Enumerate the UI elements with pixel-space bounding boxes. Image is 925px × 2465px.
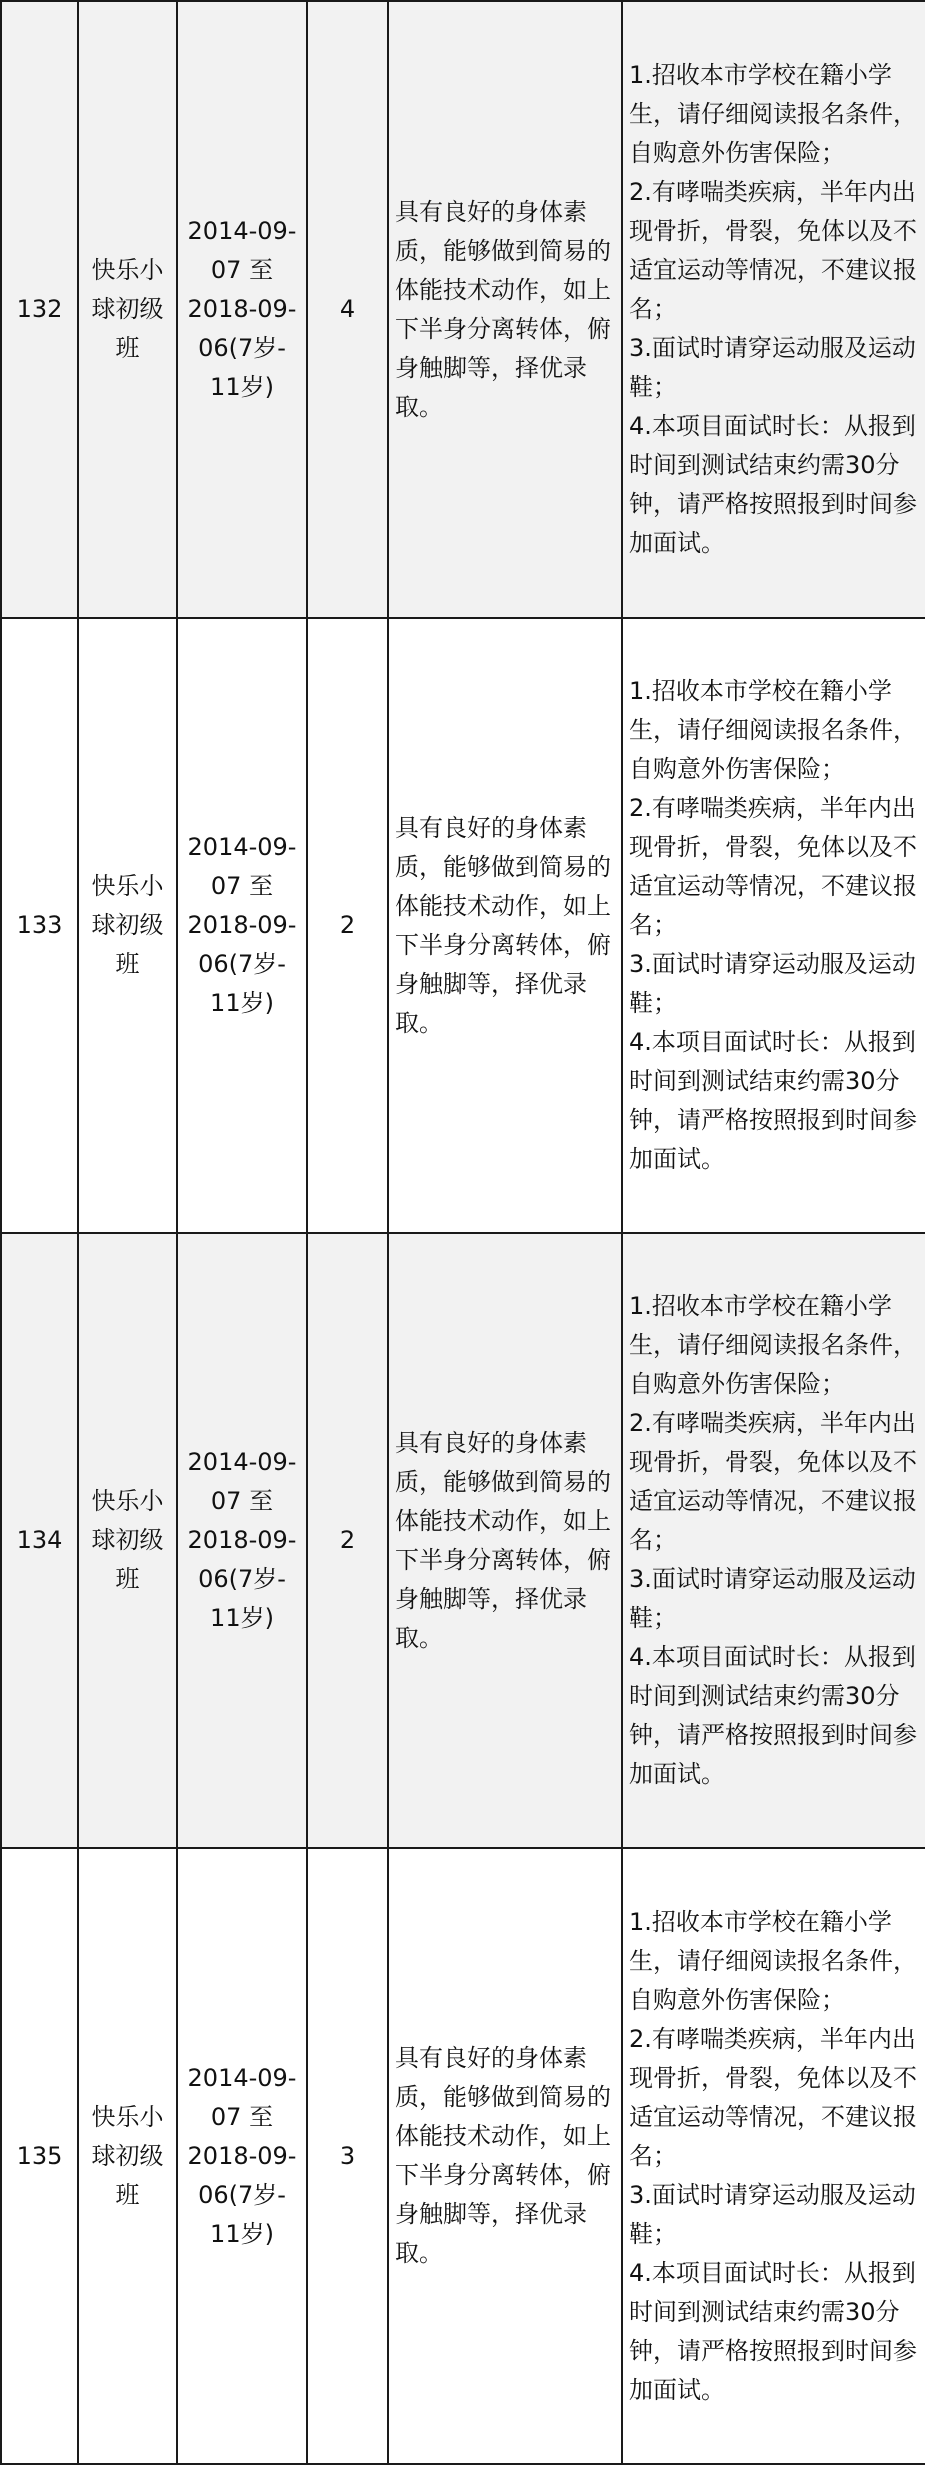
date-line: 07 至	[210, 2102, 274, 2131]
birth-date-range-cell	[177, 618, 307, 1233]
date-line: 2014-09-	[187, 1448, 297, 1476]
date-line: 2018-09-	[187, 1526, 297, 1554]
quota-cell: 3	[307, 1848, 388, 2464]
quota-cell: 2	[307, 1233, 388, 1848]
class-number-cell: 133	[1, 618, 78, 1233]
requirement-cell: 具有良好的身体素质，能够做到简易的体能技术动作，如上下半身分离转体，俯身触脚等，择优录取。	[388, 618, 622, 1233]
date-line: 06(7岁-	[198, 2180, 286, 2209]
notes-cell: 1.招收本市学校在籍小学生，请仔细阅读报名条件，自购意外伤害保险； 2.有哮喘类疾病，半年内出现骨折，骨裂，免体以及不适宜运动等情况，不建议报名； 3.面试时请穿运动服及运动鞋； 4.本项目面试时长：从报到时间到测试结束约需30分钟，请严格按照报到时间参加面试。	[622, 1848, 925, 2464]
date-line: 07 至	[210, 1487, 274, 1515]
requirement-cell: 具有良好的身体素质，能够做到简易的体能技术动作，如上下半身分离转体，俯身触脚等，择优录取。	[388, 1848, 622, 2464]
birth-date-range-cell	[177, 1233, 307, 1848]
class-number-cell: 132	[1, 1, 78, 618]
class-name-cell: 快乐小球初级班	[78, 618, 177, 1233]
date-line: 2018-09-	[187, 911, 297, 939]
date-line: 2018-09-	[187, 2141, 297, 2170]
date-line: 2014-09-	[187, 2063, 297, 2092]
date-line: 07 至	[210, 872, 274, 900]
quota-cell: 2	[307, 618, 388, 1233]
table-row	[1, 1848, 925, 2464]
date-line: 06(7岁-	[198, 950, 286, 978]
class-number-cell: 135	[1, 1848, 78, 2464]
date-line: 11岁)	[210, 2219, 274, 2248]
notes-cell: 1.招收本市学校在籍小学生，请仔细阅读报名条件，自购意外伤害保险； 2.有哮喘类疾病，半年内出现骨折，骨裂，免体以及不适宜运动等情况，不建议报名； 3.面试时请穿运动服及运动鞋； 4.本项目面试时长：从报到时间到测试结束约需30分钟，请严格按照报到时间参加面试。	[622, 1233, 925, 1848]
date-line: 2018-09-	[187, 295, 297, 323]
date-line: 11岁)	[210, 1604, 274, 1632]
table-row	[1, 1233, 925, 1848]
requirement-cell: 具有良好的身体素质，能够做到简易的体能技术动作，如上下半身分离转体，俯身触脚等，择优录取。	[388, 1233, 622, 1848]
notes-cell: 1.招收本市学校在籍小学生，请仔细阅读报名条件，自购意外伤害保险； 2.有哮喘类疾病，半年内出现骨折，骨裂，免体以及不适宜运动等情况，不建议报名； 3.面试时请穿运动服及运动鞋； 4.本项目面试时长：从报到时间到测试结束约需30分钟，请严格按照报到时间参加面试。	[622, 618, 925, 1233]
date-line: 06(7岁-	[198, 1565, 286, 1593]
date-line: 06(7岁-	[198, 334, 286, 362]
class-number-cell: 134	[1, 1233, 78, 1848]
date-line: 11岁)	[210, 373, 274, 401]
class-name-cell: 快乐小球初级班	[78, 1848, 177, 2464]
date-line: 11岁)	[210, 989, 274, 1017]
requirement-cell: 具有良好的身体素质，能够做到简易的体能技术动作，如上下半身分离转体，俯身触脚等，择优录取。	[388, 1, 622, 618]
notes-cell: 1.招收本市学校在籍小学生，请仔细阅读报名条件，自购意外伤害保险； 2.有哮喘类疾病，半年内出现骨折，骨裂，免体以及不适宜运动等情况，不建议报名； 3.面试时请穿运动服及运动鞋； 4.本项目面试时长：从报到时间到测试结束约需30分钟，请严格按照报到时间参加面试。	[622, 1, 925, 618]
class-name-cell: 快乐小球初级班	[78, 1233, 177, 1848]
birth-date-range-cell	[177, 1, 307, 618]
quota-cell: 4	[307, 1, 388, 618]
table-row	[1, 618, 925, 1233]
birth-date-range-cell	[177, 1848, 307, 2464]
class-name-cell: 快乐小球初级班	[78, 1, 177, 618]
date-line: 07 至	[210, 256, 274, 284]
date-line: 2014-09-	[187, 833, 297, 861]
date-line: 2014-09-	[187, 217, 297, 245]
table-row	[1, 1, 925, 618]
